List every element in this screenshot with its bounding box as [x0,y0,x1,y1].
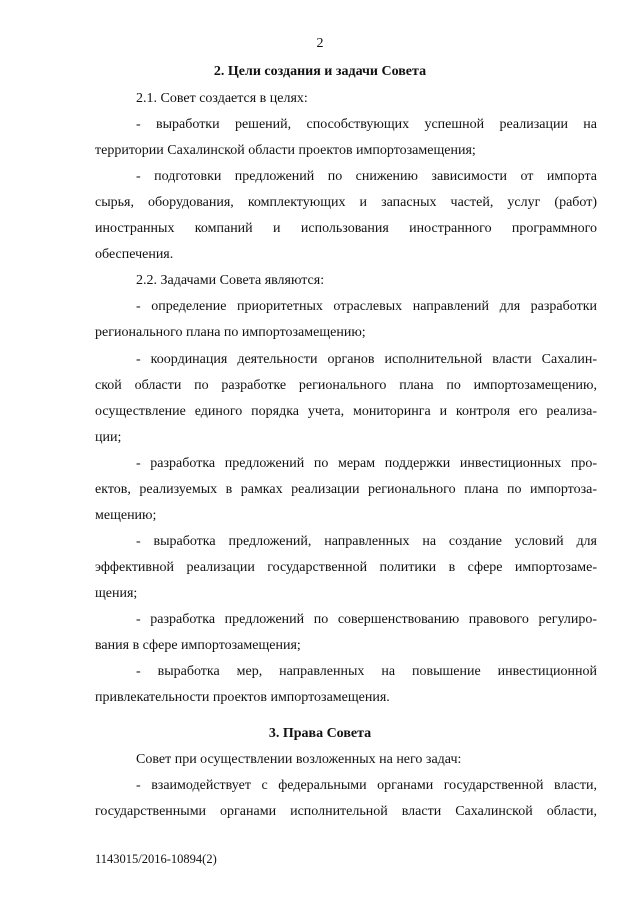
paragraph-line: 2.1. Совет создается в целях: [136,91,308,106]
paragraph-line: вания в сфере импортозамещения; [95,638,301,653]
paragraph-line: эффективной реализации государственной политики в сфере импортозаме- [95,560,597,575]
paragraph-line: обеспечения. [95,247,174,262]
paragraph-line: - подготовки предложений по снижению зависимости от импорта [136,169,597,184]
paragraph-line: государственными органами исполнительной власти Сахалинской области, [95,804,597,819]
paragraph-line: регионального плана по импортозамещению; [95,325,366,340]
paragraph-line: территории Сахалинской области проектов импортозамещения; [95,143,476,158]
paragraph-line: - разработка предложений по совершенствованию правового регулиро- [136,612,597,627]
paragraph-line: - определение приоритетных отраслевых направлений для разработки [136,299,597,314]
paragraph-line: щения; [95,586,138,601]
paragraph-line: - выработка мер, направленных на повышение инвестиционной [136,664,597,679]
paragraph-line: мещению; [95,508,157,523]
paragraph-line: ектов, реализуемых в рамках реализации регионального плана по импортоза- [95,482,597,497]
paragraph-line: иностранных компаний и использования иностранного программного [95,221,597,236]
paragraph-line: ции; [95,430,122,445]
section-2-title: 2. Цели создания и задачи Совета [213,64,427,79]
section-3-title: 3. Права Совета [268,726,372,741]
paragraph-line: - выработки решений, способствующих успешной реализации на [136,117,597,132]
paragraph-line: осуществление единого порядка учета, мониторинга и контроля его реализа- [95,404,597,419]
paragraph-line: - разработка предложений по мерам поддержки инвестиционных про- [136,456,597,471]
paragraph-line: Совет при осуществлении возложенных на него задач: [136,752,462,767]
paragraph-line: - координация деятельности органов исполнительной власти Сахалин- [136,352,597,367]
paragraph-line: - выработка предложений, направленных на создание условий для [136,534,597,549]
paragraph-line: - взаимодействует с федеральными органами государственной власти, [136,778,597,793]
page-number: 2 [316,36,324,51]
paragraph-line: ской области по разработке регионального плана по импортозамещению, [95,378,597,393]
paragraph-line: 2.2. Задачами Совета являются: [136,273,325,288]
paragraph-line: привлекательности проектов импортозамещения. [95,690,390,705]
paragraph-line: сырья, оборудования, комплектующих и запасных частей, услуг (работ) [95,195,597,210]
document-id-footer: 1143015/2016-10894(2) [95,852,217,866]
